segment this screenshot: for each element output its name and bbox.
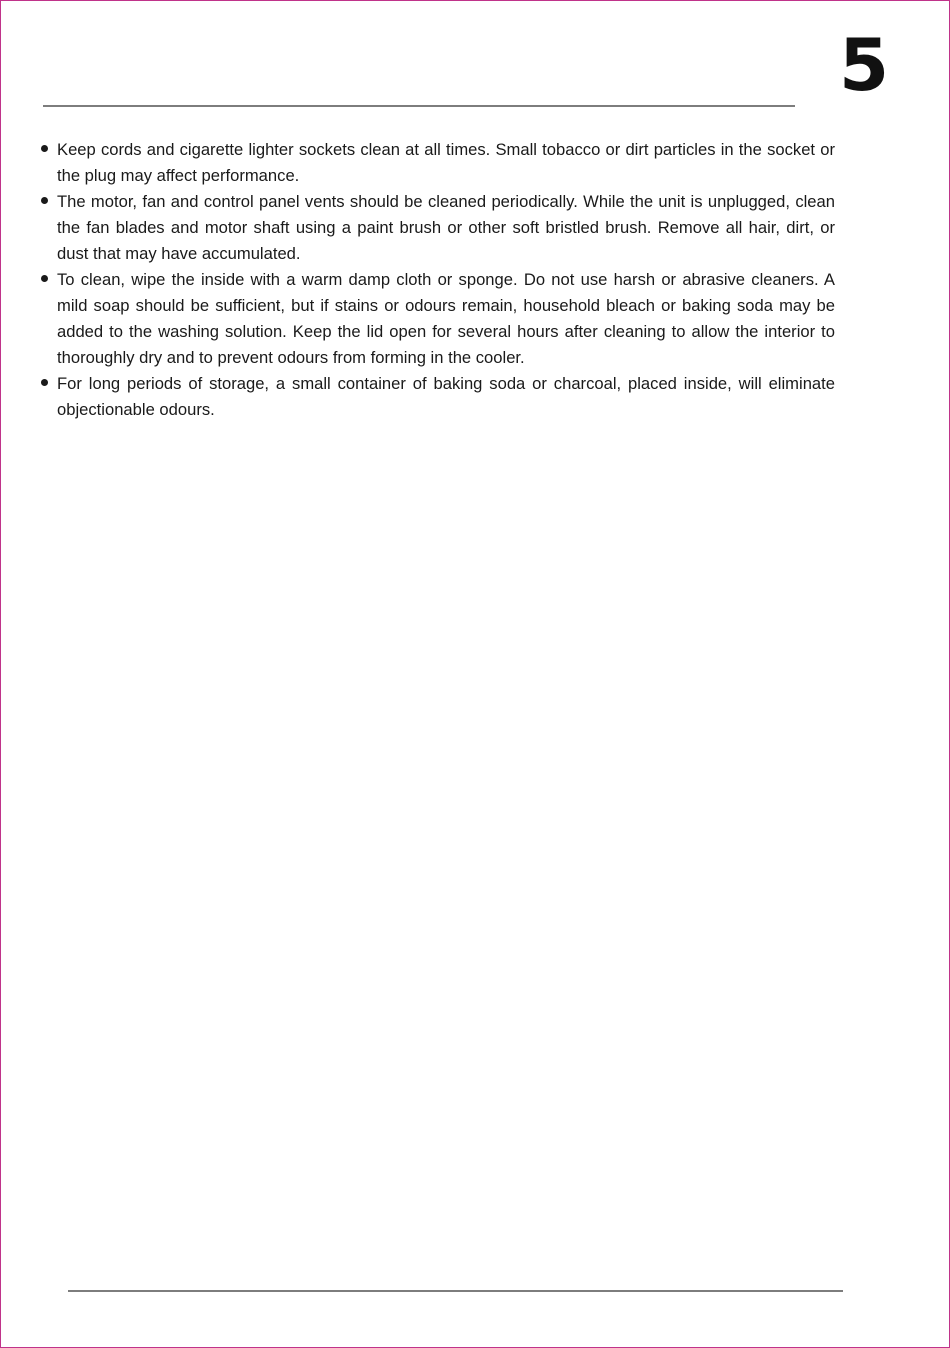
page-number: 5 bbox=[839, 23, 890, 107]
bullet-list bbox=[39, 137, 835, 423]
bullet-icon bbox=[41, 197, 48, 204]
bullet-item-vents bbox=[39, 189, 835, 267]
bullet-item-cords bbox=[39, 137, 835, 189]
bullet-text: For long periods of storage, a small container of baking soda or charcoal, placed inside, will eliminate objectionable odours. bbox=[57, 374, 835, 419]
bullet-icon bbox=[41, 379, 48, 386]
bullet-text: The motor, fan and control panel vents should be cleaned periodically. While the unit is unplugged, clean the fan blades and motor shaft using a paint brush or other soft bristled brush. Remove all hair, dirt, or dust that may have accumulated. bbox=[57, 192, 835, 263]
maintenance-instructions bbox=[39, 137, 835, 423]
bullet-text: To clean, wipe the inside with a warm damp cloth or sponge. Do not use harsh or abrasive cleaners. A mild soap should be sufficient, but if stains or odours remain, household bleach or baking soda may be added to the washing solution. Keep the lid open for several hours after cleaning to allow the interior to thoroughly dry and to prevent odours from forming in the cooler. bbox=[57, 270, 835, 367]
bullet-text: Keep cords and cigarette lighter sockets clean at all times. Small tobacco or dirt particles in the socket or the plug may affect performance. bbox=[57, 140, 835, 185]
bullet-icon bbox=[41, 145, 48, 152]
bullet-item-storage bbox=[39, 371, 835, 423]
header-divider bbox=[43, 105, 795, 107]
bullet-item-cleaning bbox=[39, 267, 835, 371]
bullet-icon bbox=[41, 275, 48, 282]
footer-divider bbox=[68, 1290, 843, 1292]
